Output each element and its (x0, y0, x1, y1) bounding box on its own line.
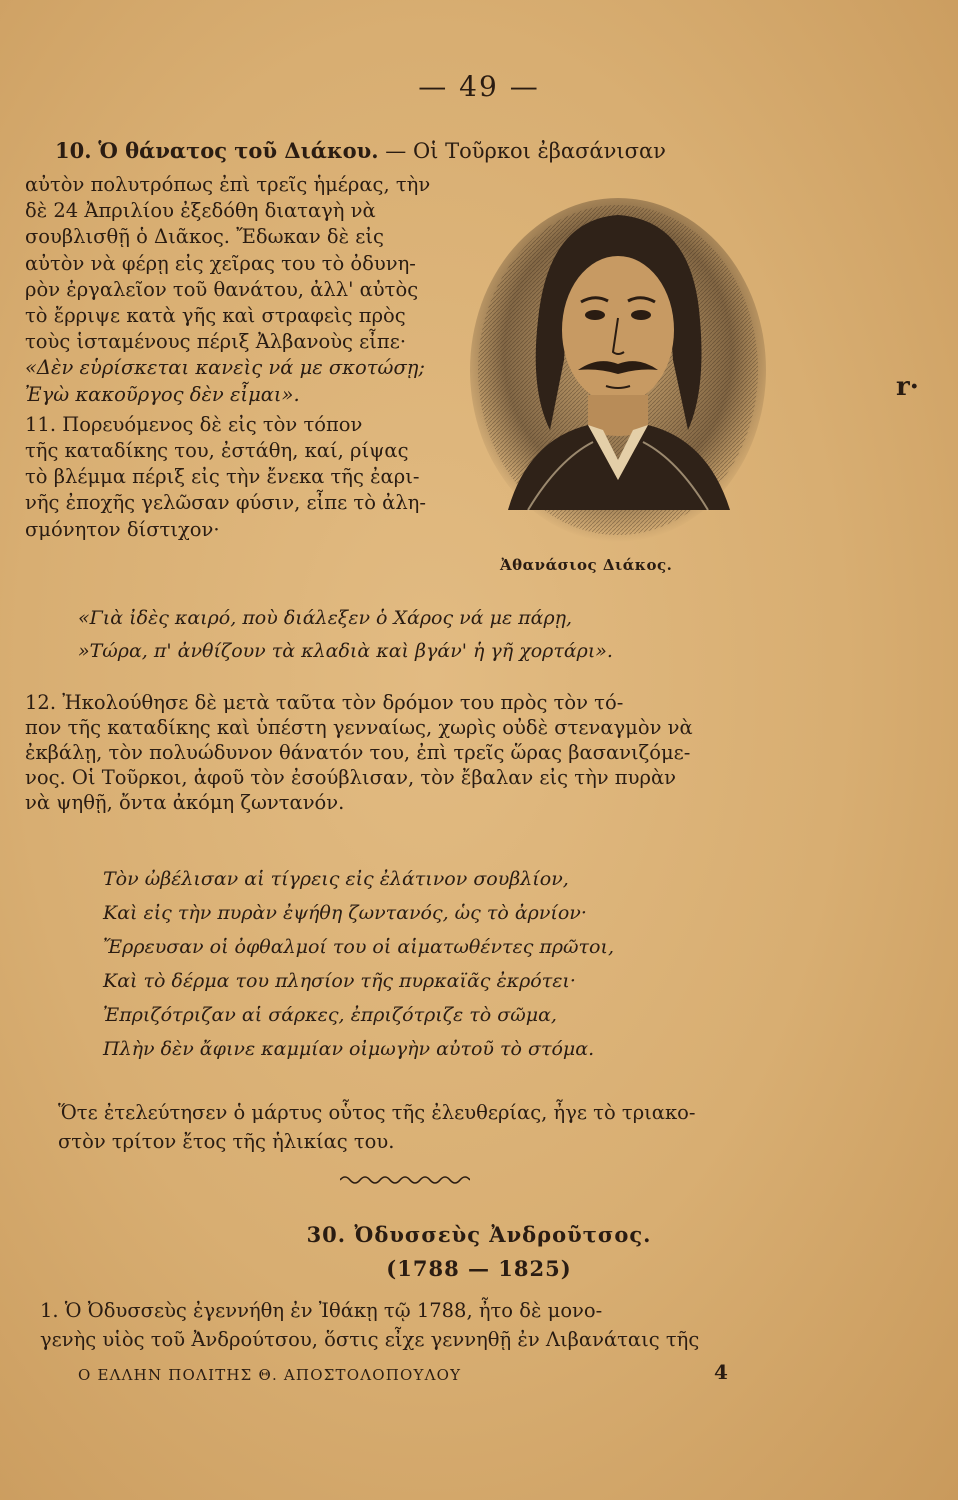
printer-mark-icon: r· (896, 372, 919, 402)
text-line: 11. Πορευόμενος δὲ εἰς τὸν τόπον (25, 412, 363, 436)
text-line: σουβλισθῇ ὁ Διᾶκος. Ἔδωκαν δὲ εἰς (25, 225, 384, 249)
text-line: σμόνητον δίστιχον· (25, 517, 220, 541)
section-10-body (25, 172, 465, 543)
text-line: ἐκβάλῃ, τὸν πολυώδυνον θάνατόν του, ἐπὶ τρεῖς ὥρας βασανιζόμε- (25, 741, 691, 764)
section-10-lead: — Οἱ Τοῦρκοι ἐβασάνισαν (385, 139, 666, 163)
section-10-heading (55, 138, 775, 163)
text-line: τοὺς ἱσταμένους πέριξ Ἀλβανοὺς εἶπε· (25, 330, 407, 354)
poem-line: Πλὴν δὲν ἄφινε καμμίαν οἰμωγὴν αὐτοῦ τὸ στόμα. (103, 1038, 595, 1060)
text-line: πον τῆς καταδίκης καὶ ὑπέστη γενναίως, χωρὶς οὐδὲ στεναγμὸν νὰ (25, 716, 693, 739)
section-10-number: 10. (55, 138, 92, 163)
text-line: 1. Ὁ Ὀδυσσεὺς ἐγεννήθη ἐν Ἰθάκῃ τῷ 1788, ἦτο δὲ μονο- (40, 1299, 603, 1322)
text-line: στὸν τρίτον ἔτος τῆς ἡλικίας του. (58, 1130, 395, 1153)
text-line: τὸ βλέμμα πέριξ εἰς τὴν ἔνεκα τῆς ἐαρι- (25, 465, 420, 489)
section-10-title: Ὁ θάνατος τοῦ Διάκου. (98, 138, 379, 163)
paragraph-12 (25, 690, 693, 815)
quote-line: «Δὲν εὑρίσκεται κανεὶς νά με σκοτώσῃ; (25, 356, 426, 380)
footer-imprint: Ο ΕΛΛΗΝ ΠΟΛΙΤΗΣ Θ. ΑΠΟΣΤΟΛΟΠΟΥΛΟΥ (78, 1366, 462, 1384)
distich (78, 602, 613, 668)
text-line: τὸ ἔρριψε κατὰ γῆς καὶ στραφεὶς πρὸς (25, 304, 406, 328)
text-line: γενὴς υἱὸς τοῦ Ἀνδρούτσου, ὅστις εἶχε γεννηθῇ ἐν Λιβανάταις τῆς (40, 1328, 700, 1351)
page-number: — 49 — (418, 70, 540, 103)
poem (103, 862, 614, 1066)
text-line: αὐτὸν πολυτρόπως ἐπὶ τρεῖς ἡμέρας, τὴν (25, 173, 431, 196)
section-30-title: 30. Ὀδυσσεὺς Ἀνδροῦτσος. (306, 1222, 652, 1247)
text-line: Ὅτε ἐτελεύτησεν ὁ μάρτυς οὗτος τῆς ἐλευθερίας, ἦγε τὸ τριακο- (58, 1101, 696, 1124)
distich-line: «Γιὰ ἰδὲς καιρό, ποὺ διάλεξεν ὁ Χάρος νά με πάρῃ, (78, 607, 573, 629)
paragraph-1 (40, 1296, 699, 1354)
closing-paragraph (58, 1098, 696, 1156)
sheet-number: 4 (714, 1360, 728, 1384)
text-line: αὐτὸν νὰ φέρῃ εἰς χεῖρας του τὸ ὀδυνη- (25, 251, 416, 275)
poem-line: Καὶ τὸ δέρμα του πλησίον τῆς πυρκαϊᾶς ἐκρότει· (103, 970, 576, 992)
portrait-image (468, 180, 768, 550)
poem-line: Καὶ εἰς τὴν πυρὰν ἐψήθη ζωντανός, ὡς τὸ ἀρνίον· (103, 902, 587, 924)
wavy-divider-icon (340, 1172, 470, 1188)
quote-line: Ἐγὼ κακοῦργος δὲν εἶμαι». (25, 382, 300, 406)
text-line: δὲ 24 Ἀπριλίου ἐξεδόθη διαταγὴ νὰ (25, 199, 376, 223)
text-line: τῆς καταδίκης του, ἐστάθη, καί, ρίψας (25, 439, 409, 463)
text-line: νὰ ψηθῇ, ὄντα ἀκόμη ζωντανόν. (25, 791, 345, 814)
text-line: νος. Οἱ Τοῦρκοι, ἀφοῦ τὸν ἐσούβλισαν, τὸν ἔβαλαν εἰς τὴν πυρὰν (25, 766, 676, 789)
poem-line: Τὸν ὠβέλισαν αἱ τίγρεις εἰς ἐλάτινον σουβλίον, (103, 868, 569, 890)
text-line: ρὸν ἐργαλεῖον τοῦ θανάτου, ἀλλ' αὐτὸς (25, 277, 419, 301)
poem-line: Ἐπριζότριζαν αἱ σάρκες, ἐπριζότριζε τὸ σῶμα, (103, 1004, 557, 1026)
text-line: νῆς ἐποχῆς γελῶσαν φύσιν, εἶπε τὸ ἀλη- (25, 491, 426, 515)
portrait-caption: Ἀθανάσιος Διάκος. (500, 556, 673, 574)
poem-line: Ἔρρευσαν οἱ ὀφθαλμοί του οἱ αἱματωθέντες πρῶτοι, (103, 936, 614, 958)
distich-line: »Τώρα, π' ἀνθίζουν τὰ κλαδιὰ καὶ βγάν' ἡ γῆ χορτάρι». (78, 640, 613, 662)
section-30-years: (1788 — 1825) (386, 1256, 572, 1281)
text-line: 12. Ἠκολούθησε δὲ μετὰ ταῦτα τὸν δρόμον του πρὸς τὸν τό- (25, 691, 624, 714)
